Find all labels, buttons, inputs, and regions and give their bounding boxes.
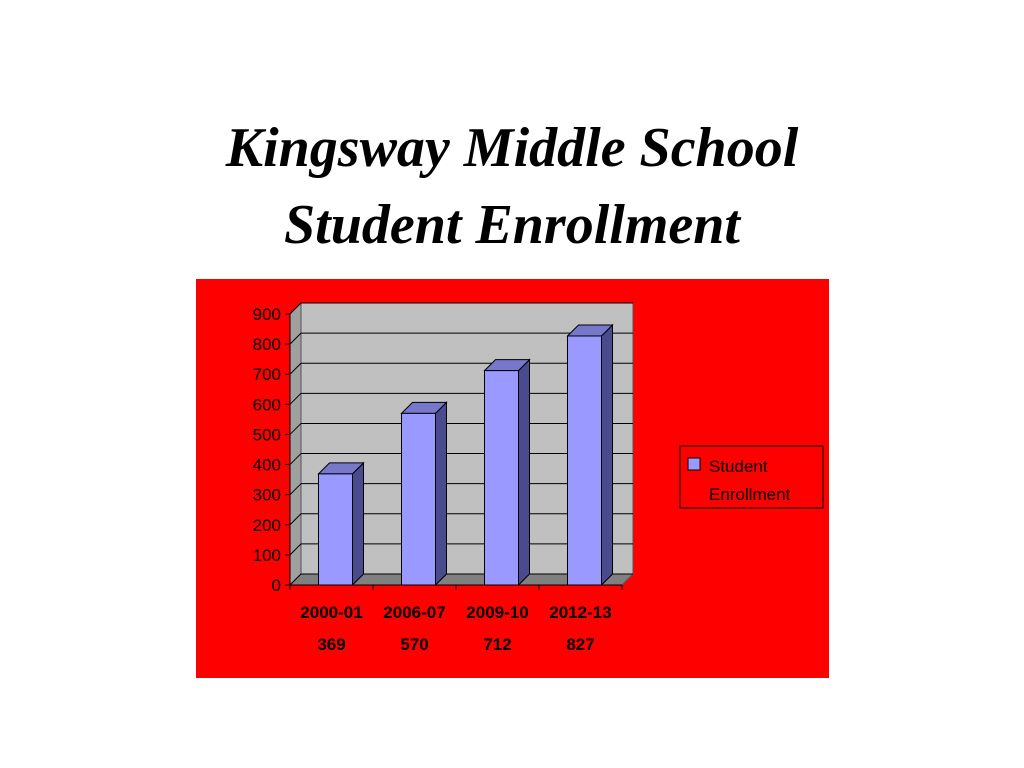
y-tick-label: 600: [252, 395, 281, 415]
bar-side: [602, 325, 613, 585]
y-tick-label: 800: [252, 335, 281, 355]
x-tick-label-period: 2012-13: [549, 603, 612, 622]
y-tick-label: 700: [252, 365, 281, 385]
bar-2012-13: [568, 325, 613, 585]
y-tick-label: 500: [252, 425, 281, 445]
legend: [680, 446, 823, 508]
bar-2000-01: [319, 463, 364, 585]
x-tick-label-count: 712: [483, 635, 512, 654]
bar-front: [568, 336, 602, 585]
y-tick-label: 0: [271, 576, 281, 595]
y-tick-label: 900: [252, 305, 281, 324]
x-tick-label-period: 2006-07: [383, 603, 446, 622]
x-tick-label-period: 2000-01: [300, 603, 363, 622]
bar-side: [436, 402, 447, 585]
legend-swatch: [688, 458, 700, 470]
slide-title-line-1: Kingsway Middle School: [225, 117, 799, 179]
y-tick-label: 100: [252, 545, 281, 565]
y-tick-label: 300: [252, 485, 281, 505]
bar-side: [353, 463, 364, 585]
bar-side: [519, 360, 530, 585]
bar-2006-07: [402, 402, 447, 585]
x-tick-label-count: 570: [400, 635, 429, 654]
bar-2009-10: [485, 360, 530, 585]
bar-front: [402, 413, 436, 585]
bar-front: [319, 474, 353, 585]
x-tick-label-period: 2009-10: [466, 603, 529, 622]
plot-left-wall: [290, 303, 301, 585]
legend-label-line-1: Student: [709, 457, 768, 476]
bar-front: [485, 371, 519, 585]
x-tick-label-count: 369: [317, 635, 346, 654]
y-tick-label: 200: [252, 515, 281, 535]
legend-label-line-2: Enrollment: [709, 485, 791, 504]
y-tick-label: 400: [252, 455, 281, 475]
slide-title-line-2: Student Enrollment: [284, 194, 740, 256]
x-tick-label-count: 827: [566, 635, 595, 654]
